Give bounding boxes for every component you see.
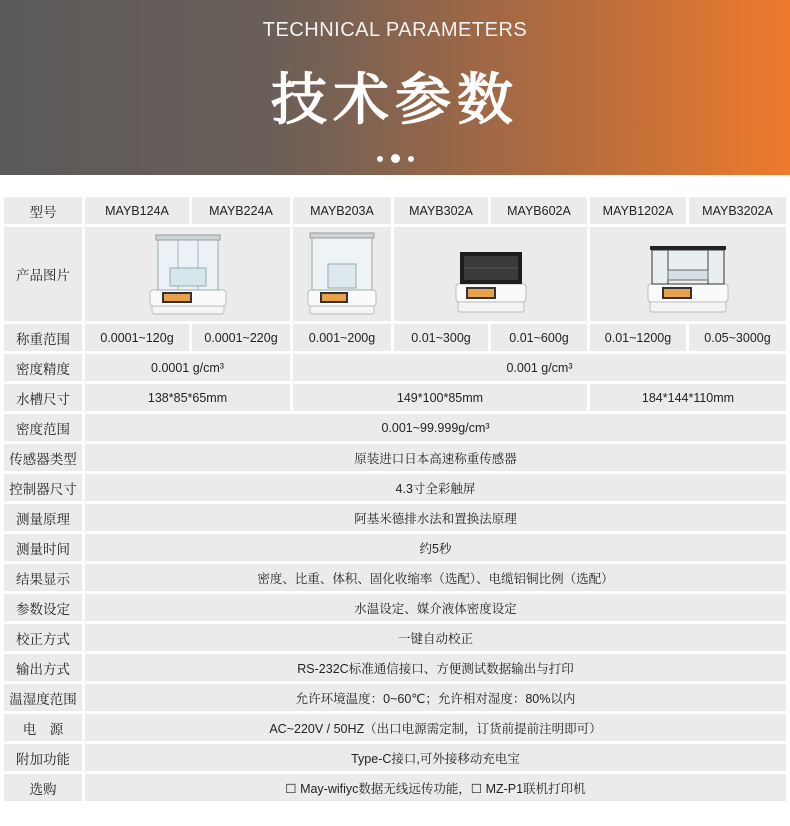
balance-wide-frame-image: [638, 230, 738, 318]
weighing-range-cell: 0.0001~120g: [85, 324, 189, 351]
header-title: 技术参数: [271, 68, 519, 133]
display-value: 密度、比重、体积、固化收缩率（选配）、电缆铝铜比例（选配）: [85, 564, 786, 591]
label-optional: 选购: [4, 774, 82, 801]
calibration-value: 一键自动校正: [85, 624, 786, 651]
product-image-302-602: [394, 227, 587, 321]
weighing-range-cell: 0.01~600g: [491, 324, 587, 351]
label-calibration: 校正方式: [4, 624, 82, 651]
density-range-value: 0.001~99.999g/cm³: [85, 414, 786, 441]
balance-black-frame-image: [446, 230, 536, 318]
model-cell: MAYB602A: [491, 197, 587, 224]
header-banner: [0, 0, 790, 175]
tank-size-cell: 184*144*110mm: [590, 384, 786, 411]
principle-value: 阿基米德排水法和置换法原理: [85, 504, 786, 531]
product-image-1202-3202: [590, 227, 786, 321]
weighing-range-cell: 0.0001~220g: [192, 324, 290, 351]
product-image-203: [293, 227, 391, 321]
model-cell: MAYB124A: [85, 197, 189, 224]
header-subtitle: TECHNICAL PARAMETERS: [262, 19, 528, 41]
output-value: RS-232C标准通信接口、方便测试数据输出与打印: [85, 654, 786, 681]
weighing-range-cell: 0.05~3000g: [689, 324, 786, 351]
label-temp-humidity: 温湿度范围: [4, 684, 82, 711]
weighing-range-cell: 0.001~200g: [293, 324, 391, 351]
label-density-range: 密度范围: [4, 414, 82, 441]
label-tank-size: 水槽尺寸: [4, 384, 82, 411]
weighing-range-cell: 0.01~1200g: [590, 324, 686, 351]
label-density-precision: 密度精度: [4, 354, 82, 381]
model-cell: MAYB302A: [394, 197, 488, 224]
model-cell: MAYB3202A: [689, 197, 786, 224]
dot-active: [391, 154, 400, 163]
label-display: 结果显示: [4, 564, 82, 591]
dot: [377, 156, 383, 162]
controller-size-value: 4.3寸全彩触屏: [85, 474, 786, 501]
weighing-range-cell: 0.01~300g: [394, 324, 488, 351]
dot: [408, 156, 414, 162]
product-image-124-224: [85, 227, 290, 321]
model-cell: MAYB203A: [293, 197, 391, 224]
model-cell: MAYB1202A: [590, 197, 686, 224]
label-output: 输出方式: [4, 654, 82, 681]
label-image: 产品图片: [4, 227, 82, 321]
density-precision-cell: 0.0001 g/cm³: [85, 354, 290, 381]
tank-size-cell: 138*85*65mm: [85, 384, 290, 411]
label-power: 电 源: [4, 714, 82, 741]
balance-draft-shield-image: [138, 230, 238, 318]
density-precision-cell: 0.001 g/cm³: [293, 354, 786, 381]
label-controller-size: 控制器尺寸: [4, 474, 82, 501]
tank-size-cell: 149*100*85mm: [293, 384, 587, 411]
balance-large-shield-image: [304, 230, 380, 318]
label-principle: 测量原理: [4, 504, 82, 531]
label-time: 测量时间: [4, 534, 82, 561]
label-extra: 附加功能: [4, 744, 82, 771]
label-param-setting: 参数设定: [4, 594, 82, 621]
temp-humidity-value: 允许环境温度：0~60℃；允许相对湿度：80%以内: [85, 684, 786, 711]
power-value: AC~220V / 50HZ（出口电源需定制，订货前提前注明即可）: [85, 714, 786, 741]
extra-value: Type-C接口,可外接移动充电宝: [85, 744, 786, 771]
label-model: 型号: [4, 197, 82, 224]
optional-value: ☐ May-wifiyc数据无线远传功能，☐ MZ-P1联机打印机: [85, 774, 786, 801]
label-sensor-type: 传感器类型: [4, 444, 82, 471]
sensor-type-value: 原装进口日本高速称重传感器: [85, 444, 786, 471]
pagination-dots: [0, 154, 790, 163]
time-value: 约5秒: [85, 534, 786, 561]
model-cell: MAYB224A: [192, 197, 290, 224]
label-weighing-range: 称重范围: [4, 324, 82, 351]
param-setting-value: 水温设定、媒介液体密度设定: [85, 594, 786, 621]
